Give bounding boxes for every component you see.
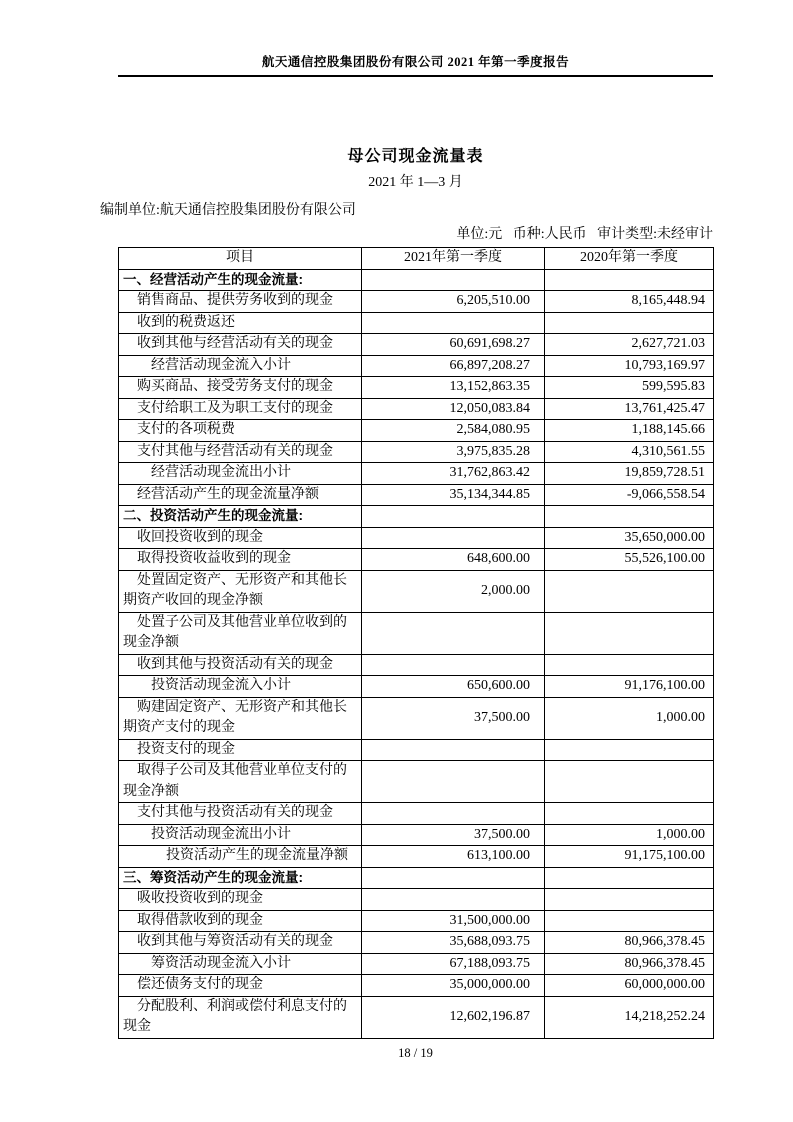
row-label: 偿还债务支付的现金 [119,975,362,997]
amount-2021-q1: 35,688,093.75 [362,932,545,954]
table-row [119,463,714,485]
amount-2020-q1 [545,269,714,291]
amount-2021-q1: 12,602,196.87 [362,996,545,1038]
amount-2021-q1: 60,691,698.27 [362,334,545,356]
amount-2020-q1: 1,000.00 [545,824,714,846]
amount-2021-q1: 35,134,344.85 [362,484,545,506]
amount-2020-q1 [545,803,714,825]
cashflow-table-body [119,269,714,1038]
row-label: 投资支付的现金 [119,739,362,761]
row-label: 收到其他与经营活动有关的现金 [119,334,362,356]
table-row [119,570,714,612]
amount-2021-q1 [362,889,545,911]
amount-2020-q1 [545,312,714,334]
table-row [119,824,714,846]
row-label: 处置子公司及其他营业单位收到的现金净额 [119,612,362,654]
row-label: 收到其他与投资活动有关的现金 [119,654,362,676]
row-label: 销售商品、提供劳务收到的现金 [119,291,362,313]
amount-2020-q1: 80,966,378.45 [545,932,714,954]
row-label: 投资活动现金流出小计 [119,824,362,846]
amount-2021-q1 [362,527,545,549]
table-row [119,420,714,442]
unit-currency-audit-line: 单位:元 币种:人民币 审计类型:未经审计 [456,227,713,242]
table-row [119,867,714,889]
row-label: 投资活动现金流入小计 [119,676,362,698]
row-label: 支付给职工及为职工支付的现金 [119,398,362,420]
amount-2021-q1: 35,000,000.00 [362,975,545,997]
amount-2021-q1 [362,761,545,803]
table-row [119,975,714,997]
row-label: 一、经营活动产生的现金流量: [119,269,362,291]
table-row [119,739,714,761]
amount-2021-q1 [362,739,545,761]
table-row [119,889,714,911]
amount-2021-q1 [362,312,545,334]
amount-2021-q1: 2,584,080.95 [362,420,545,442]
table-row [119,697,714,739]
column-header-2020-q1: 2020年第一季度 [545,248,714,270]
amount-2021-q1: 3,975,835.28 [362,441,545,463]
row-label: 三、筹资活动产生的现金流量: [119,867,362,889]
amount-2020-q1 [545,612,714,654]
amount-2020-q1: 10,793,169.97 [545,355,714,377]
row-label: 投资活动产生的现金流量净额 [119,846,362,868]
cashflow-table [118,247,714,1039]
document-title: 母公司现金流量表 [347,148,484,165]
row-label: 支付其他与经营活动有关的现金 [119,441,362,463]
amount-2020-q1 [545,506,714,528]
amount-2020-q1: 2,627,721.03 [545,334,714,356]
table-row [119,484,714,506]
amount-2020-q1: 80,966,378.45 [545,953,714,975]
table-row [119,527,714,549]
table-row [119,676,714,698]
amount-2020-q1: 13,761,425.47 [545,398,714,420]
table-row [119,291,714,313]
amount-2020-q1 [545,761,714,803]
amount-2020-q1 [545,910,714,932]
amount-2020-q1: 1,000.00 [545,697,714,739]
amount-2020-q1: 60,000,000.00 [545,975,714,997]
amount-2021-q1 [362,269,545,291]
amount-2020-q1: -9,066,558.54 [545,484,714,506]
table-row [119,269,714,291]
table-row [119,441,714,463]
amount-2021-q1: 6,205,510.00 [362,291,545,313]
amount-2020-q1: 55,526,100.00 [545,549,714,571]
table-row [119,803,714,825]
running-header: 航天通信控股集团股份有限公司 2021 年第一季度报告 [118,0,713,77]
table-row [119,355,714,377]
column-header-2021-q1: 2021年第一季度 [362,248,545,270]
amount-2020-q1: 599,595.83 [545,377,714,399]
amount-2021-q1: 37,500.00 [362,697,545,739]
amount-2021-q1: 67,188,093.75 [362,953,545,975]
amount-2021-q1: 2,000.00 [362,570,545,612]
row-label: 经营活动产生的现金流量净额 [119,484,362,506]
row-label: 取得子公司及其他营业单位支付的现金净额 [119,761,362,803]
row-label: 取得借款收到的现金 [119,910,362,932]
amount-2020-q1 [545,654,714,676]
row-label: 经营活动现金流入小计 [119,355,362,377]
table-row [119,654,714,676]
amount-2020-q1 [545,739,714,761]
table-row [119,612,714,654]
row-label: 购买商品、接受劳务支付的现金 [119,377,362,399]
row-label: 吸收投资收到的现金 [119,889,362,911]
amount-2020-q1: 1,188,145.66 [545,420,714,442]
row-label: 收到的税费返还 [119,312,362,334]
amount-2020-q1: 4,310,561.55 [545,441,714,463]
amount-2020-q1: 8,165,448.94 [545,291,714,313]
amount-2021-q1: 12,050,083.84 [362,398,545,420]
amount-2021-q1 [362,803,545,825]
row-label: 取得投资收益收到的现金 [119,549,362,571]
report-period: 2021 年 1—3 月 [368,175,463,190]
amount-2021-q1: 613,100.00 [362,846,545,868]
amount-2021-q1: 648,600.00 [362,549,545,571]
table-row [119,996,714,1038]
amount-2021-q1: 650,600.00 [362,676,545,698]
amount-2020-q1 [545,889,714,911]
row-label: 筹资活动现金流入小计 [119,953,362,975]
amount-2020-q1: 91,175,100.00 [545,846,714,868]
row-label: 购建固定资产、无形资产和其他长期资产支付的现金 [119,697,362,739]
amount-2021-q1 [362,612,545,654]
amount-2020-q1 [545,570,714,612]
amount-2021-q1 [362,867,545,889]
table-row [119,910,714,932]
row-label: 收回投资收到的现金 [119,527,362,549]
amount-2021-q1: 66,897,208.27 [362,355,545,377]
amount-2020-q1 [545,867,714,889]
prepared-by-line: 编制单位:航天通信控股集团股份有限公司 [100,203,356,218]
amount-2021-q1 [362,654,545,676]
row-label: 收到其他与筹资活动有关的现金 [119,932,362,954]
table-row [119,377,714,399]
row-label: 二、投资活动产生的现金流量: [119,506,362,528]
table-row [119,953,714,975]
row-label: 支付其他与投资活动有关的现金 [119,803,362,825]
row-label: 处置固定资产、无形资产和其他长期资产收回的现金净额 [119,570,362,612]
table-row [119,334,714,356]
row-label: 分配股利、利润或偿付利息支付的现金 [119,996,362,1038]
table-row [119,312,714,334]
column-header-item: 项目 [119,248,362,270]
row-label: 支付的各项税费 [119,420,362,442]
page-number: 18 / 19 [398,1045,433,1060]
amount-2021-q1: 37,500.00 [362,824,545,846]
table-row [119,398,714,420]
table-row [119,506,714,528]
amount-2020-q1: 14,218,252.24 [545,996,714,1038]
amount-2020-q1: 19,859,728.51 [545,463,714,485]
amount-2020-q1: 35,650,000.00 [545,527,714,549]
page-content [100,0,713,1061]
table-row [119,549,714,571]
table-row [119,846,714,868]
amount-2021-q1: 31,500,000.00 [362,910,545,932]
amount-2021-q1: 31,762,863.42 [362,463,545,485]
amount-2021-q1: 13,152,863.35 [362,377,545,399]
table-header-row [119,248,714,270]
amount-2020-q1: 91,176,100.00 [545,676,714,698]
amount-2021-q1 [362,506,545,528]
row-label: 经营活动现金流出小计 [119,463,362,485]
table-row [119,932,714,954]
table-row [119,761,714,803]
